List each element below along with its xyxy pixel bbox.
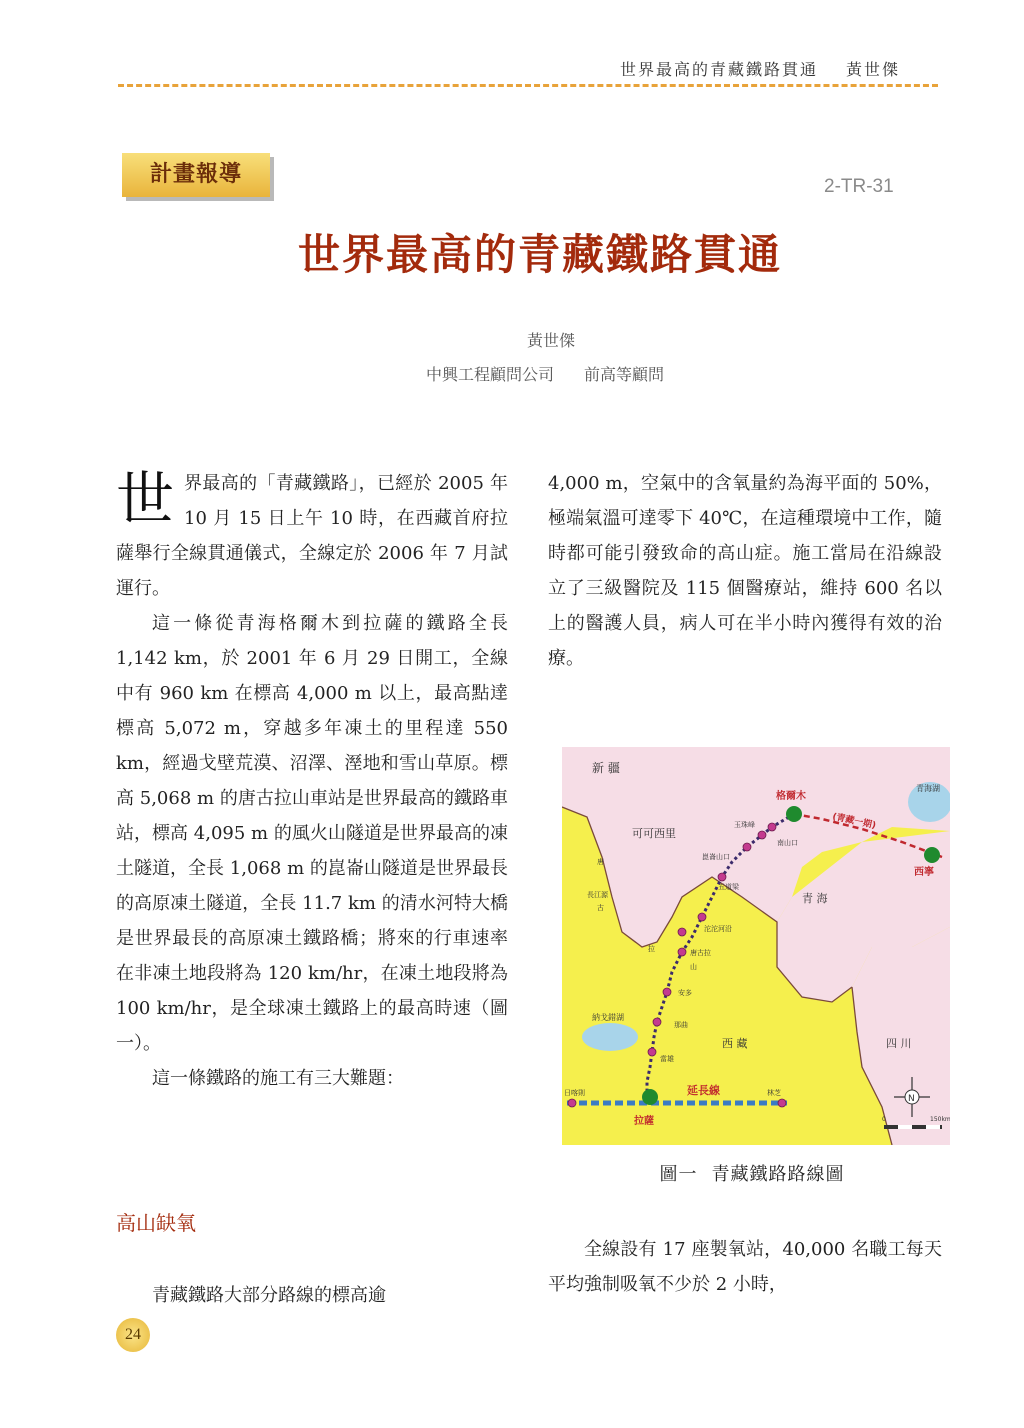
figure-caption [548,1160,956,1186]
left-column [116,466,508,1096]
route-map-svg [562,747,950,1145]
label-anduo: 安多 [678,989,692,997]
author-affiliation [0,362,1024,385]
label-kekexili: 可可西里 [632,827,676,840]
label-xinjiang: 新 疆 [592,761,620,775]
paragraph-oxygen: 4,000 m，空氣中的含氧量約為海平面的 50%，極端氣溫可達零下 40℃，在這種環境中工作，隨時都可能引發致命的高山症。施工當局在沿線設立了三級醫院及 115 個醫療站，維持 600 名以上的醫護人員，病人可在半小時內獲得有效的治療。 [548,473,942,669]
dropcap: 世 [116,465,175,533]
label-dangxiong: 當雄 [660,1055,674,1063]
label-qinghai: 青 海 [802,892,828,905]
paragraph-route: 這一條從青海格爾木到拉薩的鐵路全長 1,142 km，於 2001 年 6 月 29 日開工，全線中有 960 km 在標高 4,000 m 以上，最高點達標高 5,072 m，穿越多年凍土的里程達 550 km，經過戈壁荒漠、沼澤、溼地和雪山草原。標高 5,068 m 的唐古拉山車站是世界最高的鐵路車站，標高 4,095 m 的風火山隧道是世界最高的凍土隧道，全長 1,068 m 的崑崙山隧道是世界最長的高原凍土隧道，全長 11.7 km 的清水河特大橋是世界最長的高原凍土鐵路橋；將來的行車速率在非凍土地段將為 120 km/hr，在凍土地段將為 100 km/hr，是全球凍土鐵路上的最高時速（圖一）。 [116,613,508,1054]
label-wudaoliang: 五道梁 [718,883,739,891]
label-shan: 山 [690,963,697,971]
figure-caption-number: 圖一 [659,1164,698,1185]
paragraph-altitude: 青藏鐵路大部分路線的標高逾 [152,1285,386,1306]
page-title: 世界最高的青藏鐵路貫通 [297,230,782,279]
section-tag: 計畫報導 [122,153,270,197]
label-shigatse: 日喀則 [564,1089,585,1097]
label-la: 拉 [648,945,655,953]
running-header [620,57,900,80]
label-tanggula: 唐古拉 [690,949,711,957]
label-qinghai-lake: 青海湖 [916,784,940,793]
label-nyingchi: 林芝 [767,1089,781,1097]
label-nanshankou: 南山口 [777,839,798,847]
right-column [548,466,942,676]
paragraph-intro-text: 界最高的「青藏鐵路」，已經於 2005 年 10 月 15 日上午 10 時，在西藏首府拉薩舉行全線貫通儀式，全線定於 2006 年 7 月試運行。 [116,473,508,599]
subheading-altitude: 高山缺氧 [116,1211,196,1235]
station-xining [924,847,940,863]
paragraph-oxygen-stations: 全線設有 17 座製氧站，40,000 名職工每天平均強制吸氧不少於 2 小時， [548,1239,942,1295]
label-lhasa: 拉薩 [634,1116,654,1127]
label-tang: 唐 [597,858,604,866]
route-map [562,747,950,1145]
label-gu: 古 [597,904,604,912]
affiliation-company: 中興工程顧問公司 [425,365,554,384]
affiliation-role: 前高等顧問 [584,365,665,384]
author-name: 黃世傑 [526,331,575,350]
paragraph-intro [116,466,508,606]
label-namco: 納戈錯湖 [592,1013,624,1022]
label-sichuan: 四 川 [886,1037,912,1050]
page-number: 24 [116,1318,150,1352]
paragraph-challenges: 這一條鐵路的施工有三大難題： [152,1068,404,1089]
label-xizang: 西 藏 [722,1037,748,1050]
figure-caption-text: 青藏鐵路路線圖 [711,1164,845,1185]
svg-text:150km: 150km [930,1116,950,1123]
doc-code: 2-TR-31 [824,176,894,197]
svg-text:0: 0 [882,1116,886,1123]
station-lhasa [642,1089,658,1105]
running-title: 世界最高的青藏鐵路貫通 [620,60,819,79]
svg-text:N: N [908,1094,915,1104]
label-changjiang: 長江源 [587,891,608,899]
right-column-continued [548,1232,942,1302]
label-naqu: 那曲 [674,1021,688,1029]
label-golmud: 格爾木 [776,791,806,802]
label-xining: 西寧 [914,867,934,878]
running-author: 黃世傑 [846,60,901,79]
label-extension: 延長線 [687,1084,720,1097]
label-tuotuohe: 沱沱河沿 [704,925,732,933]
label-phase1: (青藏一期) [831,812,877,832]
map-lake-namco [582,1023,638,1051]
header-divider [118,84,938,87]
label-kunlun-pass: 崑崙山口 [702,853,730,861]
station-golmud [786,806,802,822]
label-yuzhufeng: 玉珠峰 [734,821,755,829]
